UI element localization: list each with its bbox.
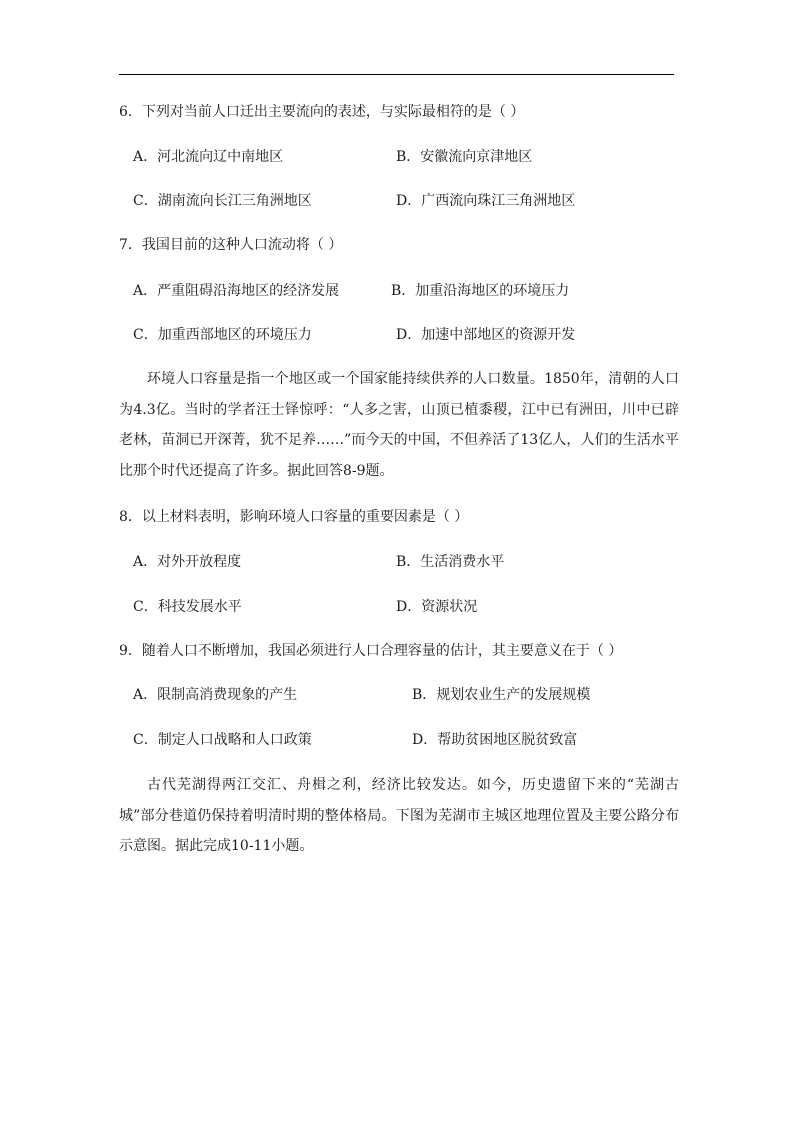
material-passage-1-text: 环境人口容量是指一个地区或一个国家能持续供养的人口数量。1850年，清朝的人口为4.3亿。当时的学者汪士铎惊呼：“人多之害，山顶已植黍稷，江中已有洲田，川中已辟老林，苗洞已开深菁，犹不足养……”而今天的中国，不但养活了13亿人，人们的生活水平比那个时代还提高了许多。据此回答8-9题。 [119,371,679,479]
material-passage-2 [119,770,679,862]
question-7-option-b: B．加重沿海地区的环境压力 [391,283,570,299]
question-7-option-c: C．加重西部地区的环境压力 [133,327,312,343]
question-8-option-c: C．科技发展水平 [133,599,242,615]
header-rule [119,74,674,75]
question-8-option-a: A．对外开放程度 [133,554,242,570]
question-7-option-a: A．严重阻碍沿海地区的经济发展 [133,283,340,299]
material-passage-1 [119,364,679,486]
question-9-option-c: C．制定人口战略和人口政策 [133,732,312,748]
question-8-stem: 8．以上材料表明，影响环境人口容量的重要因素是（ ） [119,509,469,525]
question-6-option-d: D．广西流向珠江三角洲地区 [396,193,576,209]
question-8-option-b: B．生活消费水平 [396,554,505,570]
question-9-option-d: D．帮助贫困地区脱贫致富 [412,732,578,748]
question-9-stem: 9．随着人口不断增加，我国必须进行人口合理容量的估计，其主要意义在于（ ） [119,643,623,659]
material-passage-2-text: 古代芜湖得两江交汇、舟楫之利，经济比较发达。如今，历史遗留下来的“芜湖古城”部分巷道仍保持着明清时期的整体格局。下图为芜湖市主城区地理位置及主要公路分布示意图。据此完成10-11小题。 [119,777,679,854]
question-6-option-a: A．河北流向辽中南地区 [133,149,284,165]
question-8-option-d: D．资源状况 [396,599,478,615]
question-7-stem: 7．我国目前的这种人口流动将（ ） [119,237,343,253]
question-9-option-a: A．限制高消费现象的产生 [133,687,298,703]
question-7-option-d: D．加速中部地区的资源开发 [396,327,576,343]
question-6-option-b: B．安徽流向京津地区 [396,149,533,165]
question-9-option-b: B．规划农业生产的发展规模 [412,687,591,703]
question-6-option-c: C．湖南流向长江三角洲地区 [133,193,312,209]
question-6-stem: 6．下列对当前人口迁出主要流向的表述，与实际最相符的是（ ） [119,104,525,120]
